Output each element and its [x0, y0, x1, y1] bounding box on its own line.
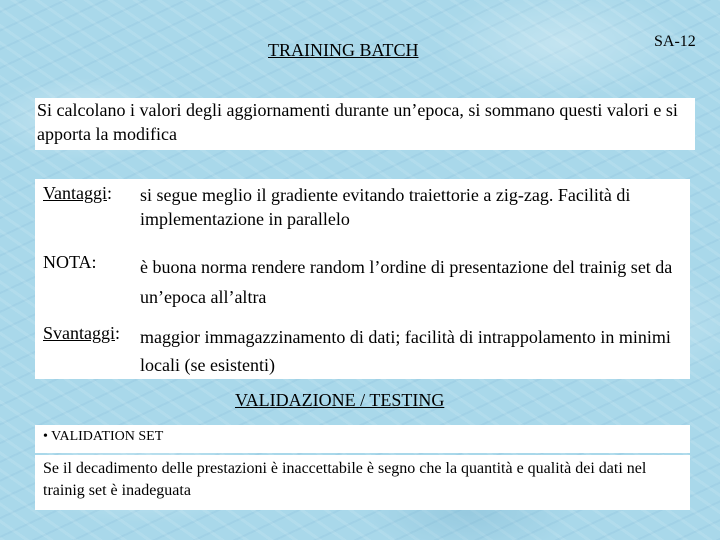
validation-description: Se il decadimento delle prestazioni è inaccettabile è segno che la quantità e qualità dei dati nel trainig set è inadeguata	[43, 460, 647, 499]
disadvantages-text: maggior immagazzinamento di dati; facilità di intrappolamento in minimi locali (se esistenti)	[140, 327, 671, 375]
intro-text: Si calcolano i valori degli aggiornamenti durante un’epoca, si sommano questi valori e si apporta la modifica	[37, 100, 678, 144]
slide-title: TRAINING BATCH	[268, 40, 419, 60]
disadvantages-label: Svantaggi:	[43, 323, 121, 343]
advantages-label: Vantaggi:	[43, 183, 112, 203]
disadvantages-label-text: Svantaggi	[43, 323, 115, 343]
advantages-label-text: Vantaggi	[43, 183, 107, 203]
note-label: NOTA:	[43, 252, 97, 272]
validation-set-bullet: • VALIDATION SET	[43, 429, 164, 444]
section-heading: VALIDAZIONE / TESTING	[235, 390, 445, 410]
advantages-text: si segue meglio il gradiente evitando traiettorie a zig-zag. Facilità di implementazione in parallelo	[140, 185, 631, 229]
note-text: è buona norma rendere random l’ordine di presentazione del trainig set da un’epoca all’altra	[140, 257, 673, 307]
slide-number: SA-12	[654, 33, 696, 50]
